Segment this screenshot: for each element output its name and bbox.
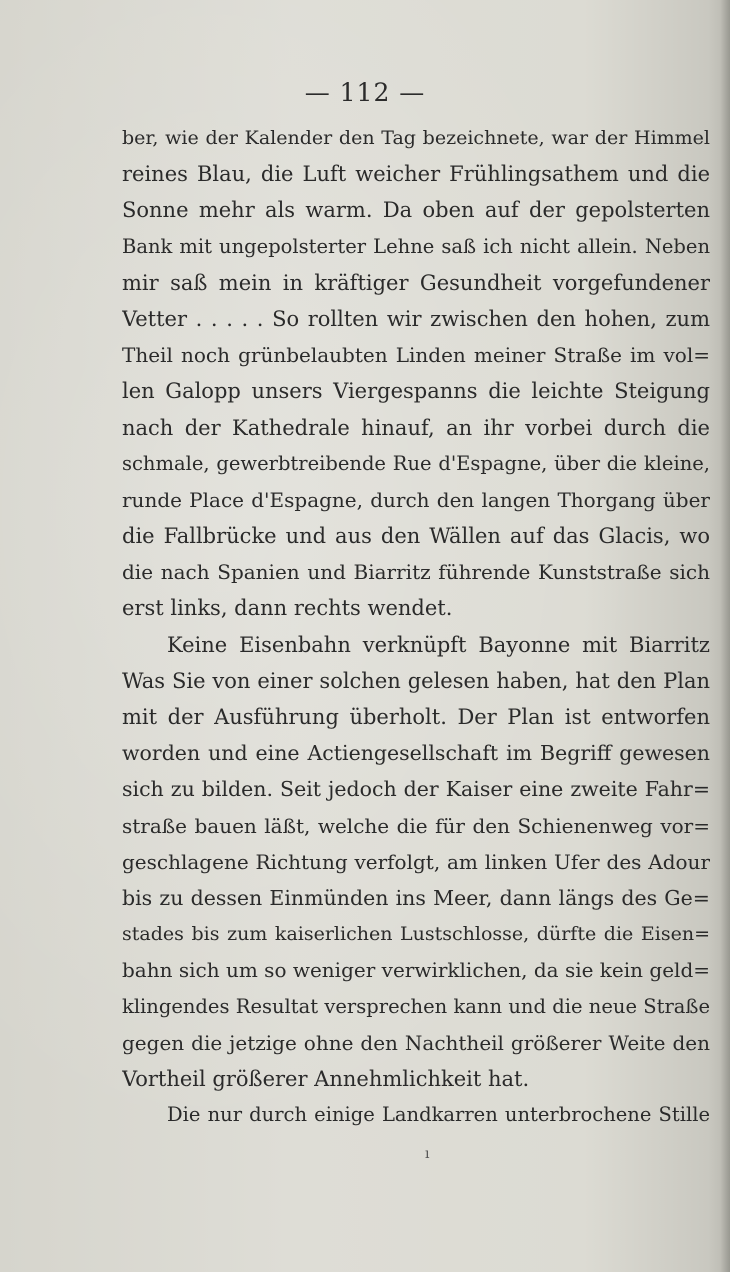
body-text <box>122 120 710 1133</box>
text-line: klingendes Resultat versprechen kann und die neue Straße <box>122 994 710 1018</box>
paragraph-start-line: Keine Eisenbahn verknüpft Bayonne mit Biarritz <box>167 632 710 657</box>
text-line: geschlagene Richtung verfolgt, am linken Ufer des Adour <box>122 849 710 874</box>
page-number: — 112 — <box>304 78 426 107</box>
printer-mark: ı <box>425 1146 430 1162</box>
text-line: stades bis zum kaiserlichen Lustschlosse, dürfte die Eisen= <box>122 923 710 946</box>
page-edge-shadow <box>720 0 730 1272</box>
text-line: ber, wie der Kalender den Tag bezeichnete, war der Himmel <box>122 127 710 149</box>
text-line: straße bauen läßt, welche die für den Schienenweg vor= <box>122 813 710 838</box>
text-line: Was Sie von einer solchen gelesen haben, hat den Plan <box>122 668 710 693</box>
text-line: Sonne mehr als warm. Da oben auf der gepolsterten <box>122 198 710 223</box>
text-line: Vortheil größerer Annehmlichkeit hat. <box>122 1066 530 1091</box>
text-line: len Galopp unsers Viergespanns die leichte Steigung <box>122 379 710 404</box>
text-line: Bank mit ungepolsterter Lehne saß ich nicht allein. Neben <box>122 234 710 258</box>
text-line: bis zu dessen Einmünden ins Meer, dann längs des Ge= <box>122 885 710 910</box>
text-line: gegen die jetzige ohne den Nachtheil größerer Weite den <box>122 1030 710 1055</box>
text-line: reines Blau, die Luft weicher Frühlingsathem und die <box>122 162 710 187</box>
text-line: die Fallbrücke und aus den Wällen auf das Glacis, wo <box>122 524 710 549</box>
text-line: mit der Ausführung überholt. Der Plan ist entworfen <box>122 705 710 729</box>
text-line: erst links, dann rechts wendet. <box>122 596 453 621</box>
text-line: Theil noch grünbelaubten Linden meiner Straße im vol= <box>122 343 710 368</box>
text-line: mir saß mein in kräftiger Gesundheit vorgefundener <box>122 270 710 295</box>
text-line: die nach Spanien und Biarritz führende Kunststraße sich <box>122 560 710 585</box>
text-line: worden und eine Actiengesellschaft im Begriff gewesen <box>122 741 710 766</box>
text-line: runde Place d'Espagne, durch den langen Thorgang über <box>122 487 710 512</box>
text-line: Vetter . . . . . So rollten wir zwischen den hohen, zum <box>122 306 710 331</box>
text-line: nach der Kathedrale hinauf, an ihr vorbei durch die <box>122 415 710 440</box>
paragraph-start-line: Die nur durch einige Landkarren unterbrochene Stille <box>167 1103 710 1127</box>
text-line: bahn sich um so weniger verwirklichen, da sie kein geld= <box>122 958 710 983</box>
text-line: sich zu bilden. Seit jedoch der Kaiser eine zweite Fahr= <box>122 777 710 802</box>
text-line: schmale, gewerbtreibende Rue d'Espagne, über die kleine, <box>122 451 710 475</box>
